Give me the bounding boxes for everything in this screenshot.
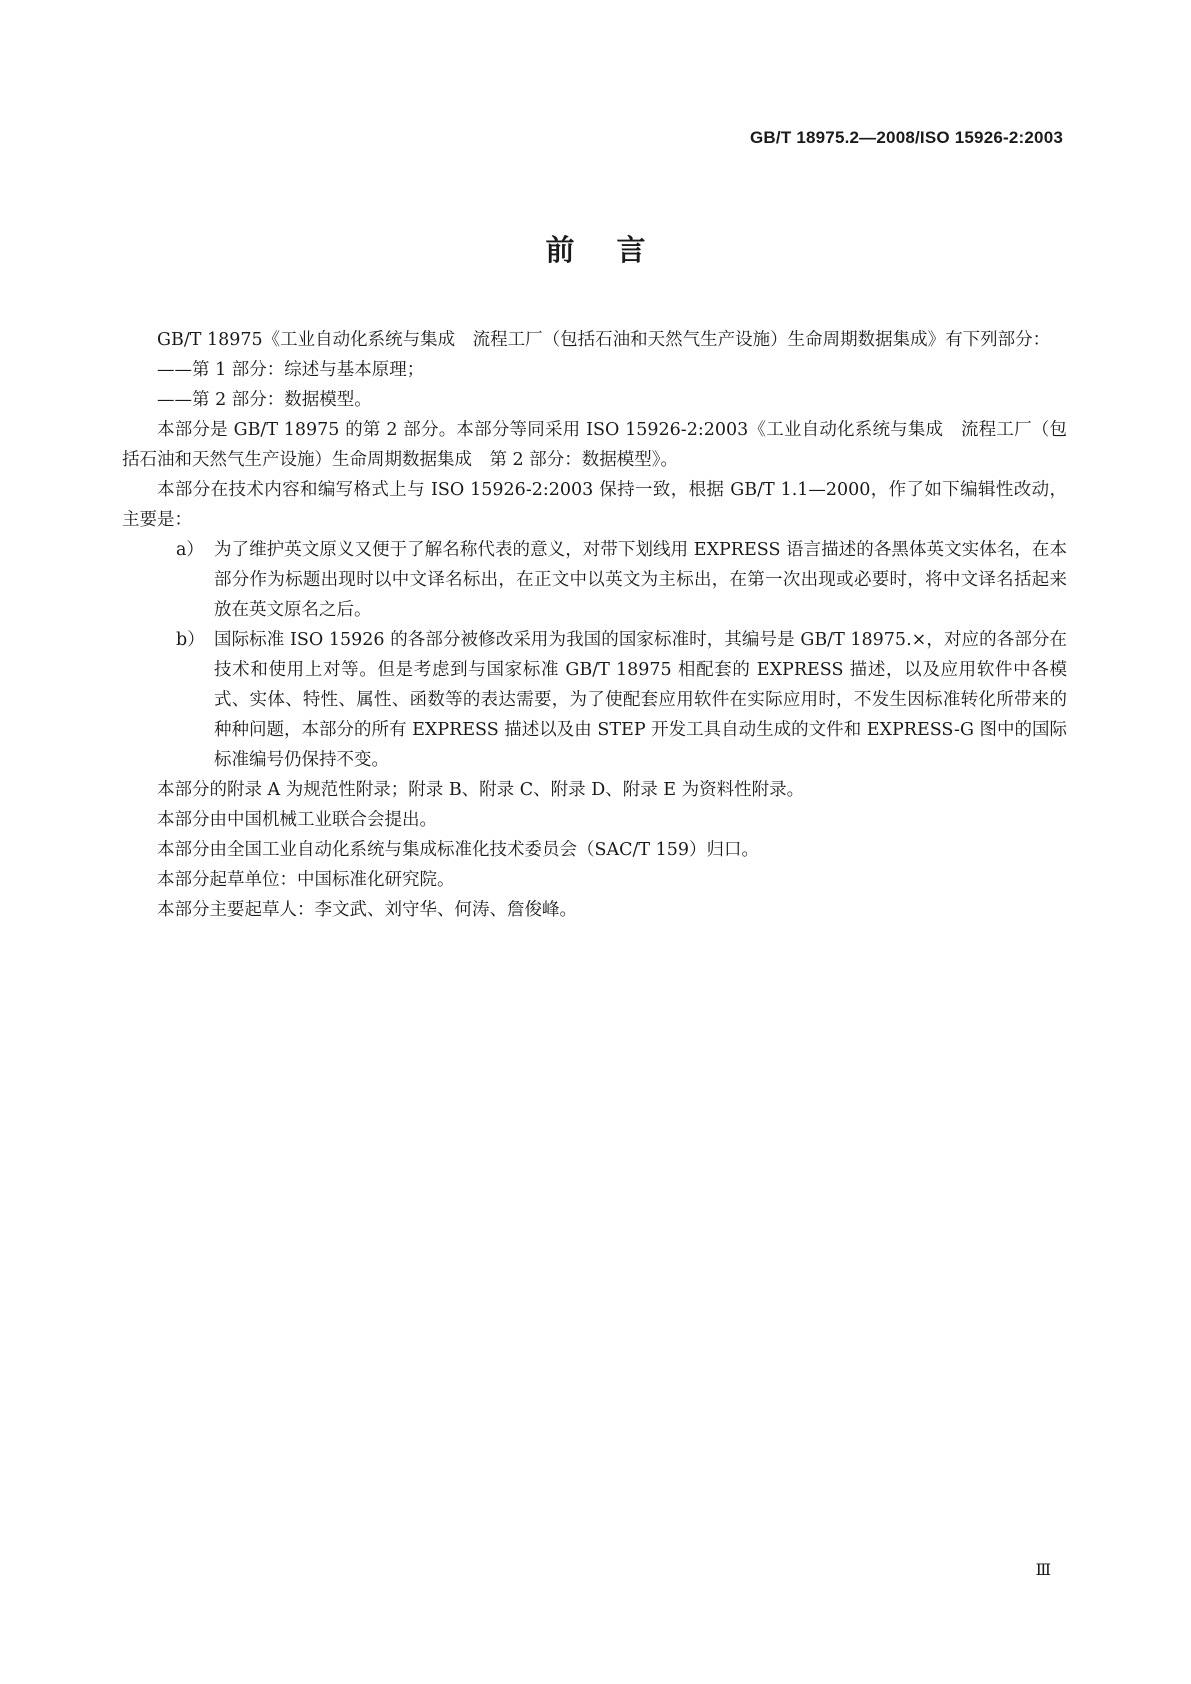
change-item-b	[122, 625, 1067, 775]
annex-paragraph: 本部分的附录 A 为规范性附录；附录 B、附录 C、附录 D、附录 E 为资料性附录。	[157, 780, 805, 800]
standard-code-header: GB/T 18975.2—2008/ISO 15926-2:2003	[750, 128, 1063, 147]
proposed-paragraph: 本部分由中国机械工业联合会提出。	[157, 810, 437, 830]
change-item-a-text: 为了维护英文原义又便于了解名称代表的意义，对带下划线用 EXPRESS 语言描述的各黑体英文实体名，在本部分作为标题出现时以中文译名标出，在正文中以英文为主标出，在第一次出现或必要时，将中文译名括起来放在英文原名之后。	[214, 540, 1067, 620]
change-item-a	[122, 535, 1067, 625]
drafting-unit-paragraph: 本部分起草单位：中国标准化研究院。	[157, 870, 455, 890]
adoption-paragraph: 本部分是 GB/T 18975 的第 2 部分。本部分等同采用 ISO 15926-2:2003《工业自动化系统与集成 流程工厂（包括石油和天然气生产设施）生命周期数据集成 第 2 部分：数据模型》。	[122, 420, 1067, 470]
drafters-paragraph: 本部分主要起草人：李文武、刘守华、何涛、詹俊峰。	[157, 900, 577, 920]
part-2-item: ——第 2 部分：数据模型。	[157, 390, 372, 410]
foreword-body	[122, 325, 1067, 925]
centralized-paragraph: 本部分由全国工业自动化系统与集成标准化技术委员会（SAC/T 159）归口。	[157, 840, 760, 860]
page-title: 前言	[545, 233, 688, 267]
intro-paragraph: GB/T 18975《工业自动化系统与集成 流程工厂（包括石油和天然气生产设施）生命周期数据集成》有下列部分：	[157, 330, 1051, 350]
change-item-a-label: a）	[176, 540, 204, 560]
change-item-b-text: 国际标准 ISO 15926 的各部分被修改采用为我国的国家标准时，其编号是 GB/T 18975.×，对应的各部分在技术和使用上对等。但是考虑到与国家标准 GB/T 18975 相配套的 EXPRESS 描述，以及应用软件中各模式、实体、特性、属性、函数等的表达需要，为了使配套应用软件在实际应用时，不发生因标准转化所带来的种种问题，本部分的所有 EXPRESS 描述以及由 STEP 开发工具自动生成的文件和 EXPRESS-G 图中的国际标准编号仍保持不变。	[214, 630, 1067, 770]
change-item-b-label: b）	[176, 630, 205, 650]
page-number: Ⅲ	[1035, 1560, 1051, 1579]
consistency-paragraph: 本部分在技术内容和编写格式上与 ISO 15926-2:2003 保持一致，根据 GB/T 1.1—2000，作了如下编辑性改动，主要是：	[122, 480, 1067, 530]
part-1-item: ——第 1 部分：综述与基本原理；	[157, 360, 425, 380]
